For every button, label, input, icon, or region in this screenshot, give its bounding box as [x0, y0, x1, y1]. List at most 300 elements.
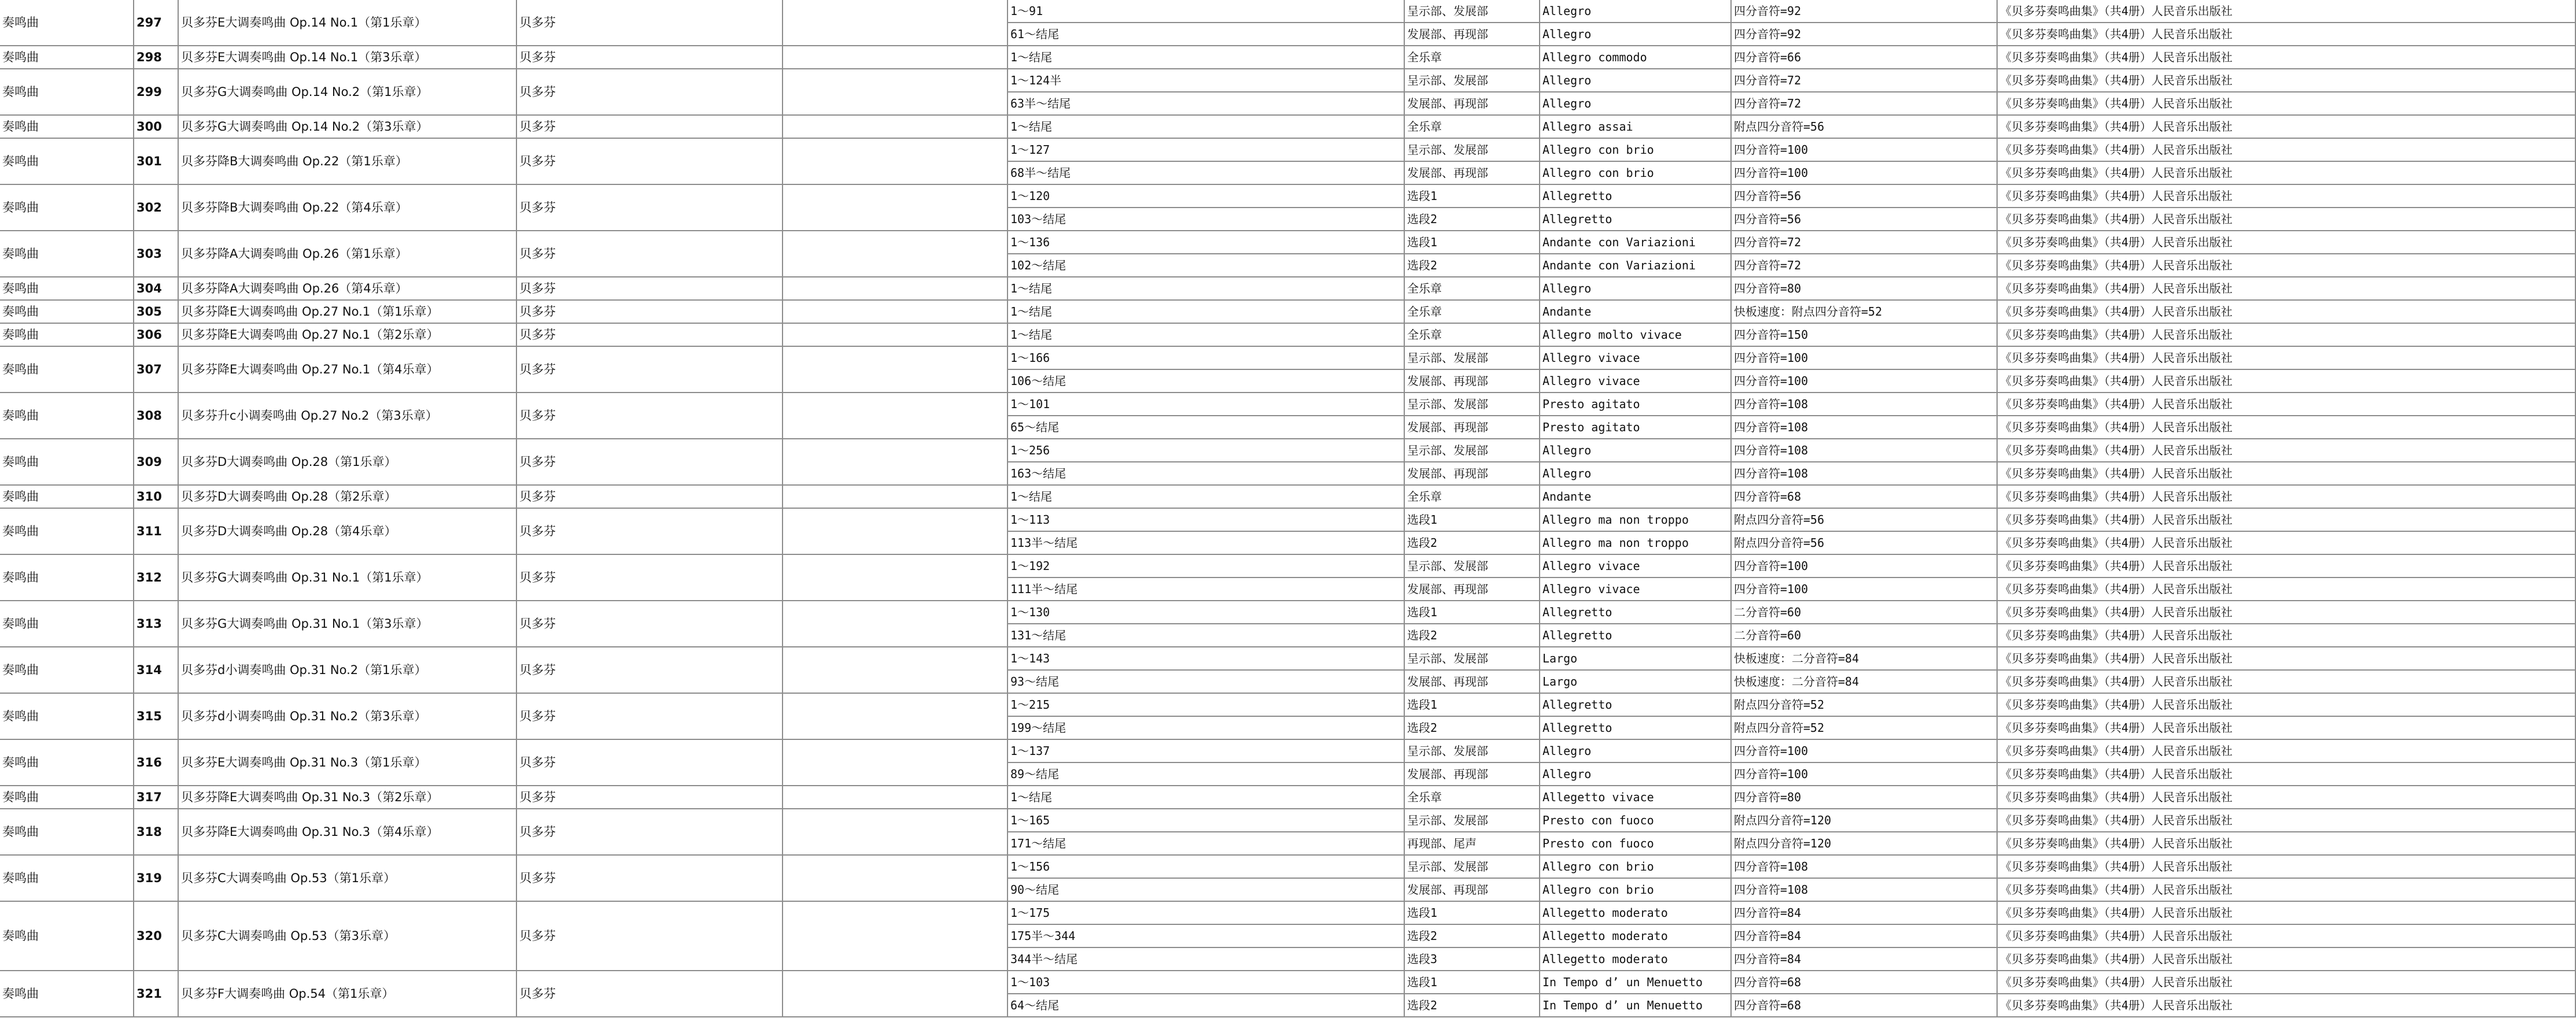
bar-range-cell[interactable]: 1～130 — [1008, 601, 1405, 624]
category-cell[interactable]: 奏鸣曲 — [0, 324, 134, 347]
section-cell[interactable]: 发展部、再现部 — [1405, 462, 1540, 486]
tempo-cell[interactable]: Allegro con brio — [1540, 139, 1732, 162]
piece-title-cell[interactable]: 贝多芬E大调奏鸣曲 Op.14 No.1（第1乐章） — [179, 0, 517, 46]
number-cell[interactable]: 316 — [134, 740, 179, 786]
blank-cell[interactable] — [783, 694, 1008, 740]
number-cell[interactable]: 317 — [134, 786, 179, 809]
section-cell[interactable]: 选段2 — [1405, 254, 1540, 277]
category-cell[interactable]: 奏鸣曲 — [0, 116, 134, 139]
source-cell[interactable]: 《贝多芬奏鸣曲集》（共4册）人民音乐出版社 — [1998, 902, 2576, 925]
composer-cell[interactable]: 贝多芬 — [517, 301, 783, 324]
number-cell[interactable]: 301 — [134, 139, 179, 185]
section-cell[interactable]: 呈示部、发展部 — [1405, 393, 1540, 416]
source-cell[interactable]: 《贝多芬奏鸣曲集》（共4册）人民音乐出版社 — [1998, 462, 2576, 486]
speed-cell[interactable]: 四分音符=80 — [1732, 786, 1998, 809]
speed-cell[interactable]: 四分音符=100 — [1732, 555, 1998, 578]
bar-range-cell[interactable]: 93～结尾 — [1008, 671, 1405, 694]
composer-cell[interactable]: 贝多芬 — [517, 786, 783, 809]
category-cell[interactable]: 奏鸣曲 — [0, 46, 134, 69]
source-cell[interactable]: 《贝多芬奏鸣曲集》（共4册）人民音乐出版社 — [1998, 208, 2576, 231]
composer-cell[interactable]: 贝多芬 — [517, 116, 783, 139]
blank-cell[interactable] — [783, 185, 1008, 231]
source-cell[interactable]: 《贝多芬奏鸣曲集》（共4册）人民音乐出版社 — [1998, 439, 2576, 462]
source-cell[interactable]: 《贝多芬奏鸣曲集》（共4册）人民音乐出版社 — [1998, 578, 2576, 601]
source-cell[interactable]: 《贝多芬奏鸣曲集》（共4册）人民音乐出版社 — [1998, 139, 2576, 162]
composer-cell[interactable]: 贝多芬 — [517, 324, 783, 347]
number-cell[interactable]: 302 — [134, 185, 179, 231]
source-cell[interactable]: 《贝多芬奏鸣曲集》（共4册）人民音乐出版社 — [1998, 324, 2576, 347]
piece-title-cell[interactable]: 贝多芬降E大调奏鸣曲 Op.31 No.3（第2乐章） — [179, 786, 517, 809]
source-cell[interactable]: 《贝多芬奏鸣曲集》（共4册）人民音乐出版社 — [1998, 763, 2576, 786]
number-cell[interactable]: 300 — [134, 116, 179, 139]
bar-range-cell[interactable]: 1～120 — [1008, 185, 1405, 208]
number-cell[interactable]: 309 — [134, 439, 179, 486]
speed-cell[interactable]: 四分音符=100 — [1732, 740, 1998, 763]
blank-cell[interactable] — [783, 809, 1008, 856]
blank-cell[interactable] — [783, 647, 1008, 694]
piece-title-cell[interactable]: 贝多芬降A大调奏鸣曲 Op.26（第4乐章） — [179, 277, 517, 301]
speed-cell[interactable]: 四分音符=92 — [1732, 23, 1998, 46]
category-cell[interactable]: 奏鸣曲 — [0, 555, 134, 601]
composer-cell[interactable]: 贝多芬 — [517, 486, 783, 509]
composer-cell[interactable]: 贝多芬 — [517, 509, 783, 555]
section-cell[interactable]: 选段2 — [1405, 925, 1540, 948]
source-cell[interactable]: 《贝多芬奏鸣曲集》（共4册）人民音乐出版社 — [1998, 416, 2576, 439]
speed-cell[interactable]: 附点四分音符=120 — [1732, 809, 1998, 832]
speed-cell[interactable]: 四分音符=80 — [1732, 277, 1998, 301]
tempo-cell[interactable]: Presto con fuoco — [1540, 809, 1732, 832]
number-cell[interactable]: 312 — [134, 555, 179, 601]
composer-cell[interactable]: 贝多芬 — [517, 809, 783, 856]
speed-cell[interactable]: 四分音符=100 — [1732, 139, 1998, 162]
bar-range-cell[interactable]: 1～124半 — [1008, 69, 1405, 92]
number-cell[interactable]: 307 — [134, 347, 179, 393]
bar-range-cell[interactable]: 1～103 — [1008, 971, 1405, 994]
tempo-cell[interactable]: Allegro ma non troppo — [1540, 532, 1732, 555]
number-cell[interactable]: 318 — [134, 809, 179, 856]
bar-range-cell[interactable]: 89～结尾 — [1008, 763, 1405, 786]
speed-cell[interactable]: 四分音符=100 — [1732, 763, 1998, 786]
source-cell[interactable]: 《贝多芬奏鸣曲集》（共4册）人民音乐出版社 — [1998, 994, 2576, 1017]
bar-range-cell[interactable]: 1～113 — [1008, 509, 1405, 532]
category-cell[interactable]: 奏鸣曲 — [0, 509, 134, 555]
speed-cell[interactable]: 四分音符=56 — [1732, 208, 1998, 231]
section-cell[interactable]: 选段3 — [1405, 948, 1540, 971]
section-cell[interactable]: 选段1 — [1405, 902, 1540, 925]
blank-cell[interactable] — [783, 0, 1008, 46]
bar-range-cell[interactable]: 199～结尾 — [1008, 717, 1405, 740]
piece-title-cell[interactable]: 贝多芬E大调奏鸣曲 Op.31 No.3（第1乐章） — [179, 740, 517, 786]
bar-range-cell[interactable]: 111半～结尾 — [1008, 578, 1405, 601]
section-cell[interactable]: 全乐章 — [1405, 116, 1540, 139]
category-cell[interactable]: 奏鸣曲 — [0, 971, 134, 1017]
section-cell[interactable]: 选段2 — [1405, 532, 1540, 555]
piece-title-cell[interactable]: 贝多芬G大调奏鸣曲 Op.14 No.2（第3乐章） — [179, 116, 517, 139]
piece-title-cell[interactable]: 贝多芬F大调奏鸣曲 Op.54（第1乐章） — [179, 971, 517, 1017]
speed-cell[interactable]: 四分音符=66 — [1732, 46, 1998, 69]
speed-cell[interactable]: 二分音符=60 — [1732, 624, 1998, 647]
category-cell[interactable]: 奏鸣曲 — [0, 439, 134, 486]
number-cell[interactable]: 315 — [134, 694, 179, 740]
source-cell[interactable]: 《贝多芬奏鸣曲集》（共4册）人民音乐出版社 — [1998, 694, 2576, 717]
bar-range-cell[interactable]: 64～结尾 — [1008, 994, 1405, 1017]
speed-cell[interactable]: 附点四分音符=52 — [1732, 717, 1998, 740]
tempo-cell[interactable]: Allegro vivace — [1540, 370, 1732, 393]
tempo-cell[interactable]: In Tempo d’ un Menuetto — [1540, 971, 1732, 994]
bar-range-cell[interactable]: 1～192 — [1008, 555, 1405, 578]
speed-cell[interactable]: 四分音符=100 — [1732, 370, 1998, 393]
speed-cell[interactable]: 四分音符=68 — [1732, 486, 1998, 509]
section-cell[interactable]: 呈示部、发展部 — [1405, 809, 1540, 832]
speed-cell[interactable]: 快板速度：二分音符=84 — [1732, 647, 1998, 671]
section-cell[interactable]: 呈示部、发展部 — [1405, 69, 1540, 92]
bar-range-cell[interactable]: 1～结尾 — [1008, 46, 1405, 69]
tempo-cell[interactable]: Allegetto moderato — [1540, 902, 1732, 925]
category-cell[interactable]: 奏鸣曲 — [0, 740, 134, 786]
speed-cell[interactable]: 四分音符=92 — [1732, 0, 1998, 23]
blank-cell[interactable] — [783, 393, 1008, 439]
bar-range-cell[interactable]: 1～结尾 — [1008, 786, 1405, 809]
bar-range-cell[interactable]: 68半～结尾 — [1008, 162, 1405, 185]
tempo-cell[interactable]: Allegro vivace — [1540, 578, 1732, 601]
section-cell[interactable]: 发展部、再现部 — [1405, 879, 1540, 902]
speed-cell[interactable]: 快板速度：附点四分音符=52 — [1732, 301, 1998, 324]
number-cell[interactable]: 319 — [134, 856, 179, 902]
blank-cell[interactable] — [783, 509, 1008, 555]
tempo-cell[interactable]: Allegro — [1540, 92, 1732, 116]
category-cell[interactable]: 奏鸣曲 — [0, 277, 134, 301]
bar-range-cell[interactable]: 131～结尾 — [1008, 624, 1405, 647]
piece-title-cell[interactable]: 贝多芬E大调奏鸣曲 Op.14 No.1（第3乐章） — [179, 46, 517, 69]
composer-cell[interactable]: 贝多芬 — [517, 740, 783, 786]
source-cell[interactable]: 《贝多芬奏鸣曲集》（共4册）人民音乐出版社 — [1998, 347, 2576, 370]
tempo-cell[interactable]: Allegetto vivace — [1540, 786, 1732, 809]
bar-range-cell[interactable]: 171～结尾 — [1008, 832, 1405, 856]
section-cell[interactable]: 发展部、再现部 — [1405, 578, 1540, 601]
tempo-cell[interactable]: Andante con Variazioni — [1540, 254, 1732, 277]
speed-cell[interactable]: 附点四分音符=56 — [1732, 116, 1998, 139]
bar-range-cell[interactable]: 1～215 — [1008, 694, 1405, 717]
category-cell[interactable]: 奏鸣曲 — [0, 139, 134, 185]
bar-range-cell[interactable]: 1～127 — [1008, 139, 1405, 162]
tempo-cell[interactable]: Largo — [1540, 671, 1732, 694]
speed-cell[interactable]: 四分音符=84 — [1732, 948, 1998, 971]
tempo-cell[interactable]: Allegro — [1540, 23, 1732, 46]
bar-range-cell[interactable]: 102～结尾 — [1008, 254, 1405, 277]
section-cell[interactable]: 选段1 — [1405, 509, 1540, 532]
source-cell[interactable]: 《贝多芬奏鸣曲集》（共4册）人民音乐出版社 — [1998, 624, 2576, 647]
bar-range-cell[interactable]: 1～175 — [1008, 902, 1405, 925]
number-cell[interactable]: 310 — [134, 486, 179, 509]
section-cell[interactable]: 再现部、尾声 — [1405, 832, 1540, 856]
bar-range-cell[interactable]: 344半～结尾 — [1008, 948, 1405, 971]
number-cell[interactable]: 305 — [134, 301, 179, 324]
tempo-cell[interactable]: Allegretto — [1540, 717, 1732, 740]
tempo-cell[interactable]: Allegro ma non troppo — [1540, 509, 1732, 532]
tempo-cell[interactable]: Presto con fuoco — [1540, 832, 1732, 856]
number-cell[interactable]: 297 — [134, 0, 179, 46]
speed-cell[interactable]: 四分音符=72 — [1732, 69, 1998, 92]
piece-title-cell[interactable]: 贝多芬降E大调奏鸣曲 Op.27 No.1（第2乐章） — [179, 324, 517, 347]
bar-range-cell[interactable]: 1～256 — [1008, 439, 1405, 462]
section-cell[interactable]: 选段1 — [1405, 185, 1540, 208]
speed-cell[interactable]: 四分音符=84 — [1732, 902, 1998, 925]
source-cell[interactable]: 《贝多芬奏鸣曲集》（共4册）人民音乐出版社 — [1998, 486, 2576, 509]
source-cell[interactable]: 《贝多芬奏鸣曲集》（共4册）人民音乐出版社 — [1998, 555, 2576, 578]
tempo-cell[interactable]: Presto agitato — [1540, 393, 1732, 416]
speed-cell[interactable]: 附点四分音符=56 — [1732, 509, 1998, 532]
source-cell[interactable]: 《贝多芬奏鸣曲集》（共4册）人民音乐出版社 — [1998, 971, 2576, 994]
bar-range-cell[interactable]: 1～156 — [1008, 856, 1405, 879]
source-cell[interactable]: 《贝多芬奏鸣曲集》（共4册）人民音乐出版社 — [1998, 948, 2576, 971]
source-cell[interactable]: 《贝多芬奏鸣曲集》（共4册）人民音乐出版社 — [1998, 647, 2576, 671]
section-cell[interactable]: 选段2 — [1405, 624, 1540, 647]
source-cell[interactable]: 《贝多芬奏鸣曲集》（共4册）人民音乐出版社 — [1998, 601, 2576, 624]
speed-cell[interactable]: 附点四分音符=120 — [1732, 832, 1998, 856]
section-cell[interactable]: 呈示部、发展部 — [1405, 555, 1540, 578]
bar-range-cell[interactable]: 1～136 — [1008, 231, 1405, 254]
section-cell[interactable]: 选段1 — [1405, 231, 1540, 254]
tempo-cell[interactable]: Presto agitato — [1540, 416, 1732, 439]
category-cell[interactable]: 奏鸣曲 — [0, 185, 134, 231]
tempo-cell[interactable]: Allegro con brio — [1540, 856, 1732, 879]
tempo-cell[interactable]: In Tempo d’ un Menuetto — [1540, 994, 1732, 1017]
section-cell[interactable]: 选段2 — [1405, 208, 1540, 231]
category-cell[interactable]: 奏鸣曲 — [0, 647, 134, 694]
tempo-cell[interactable]: Allegretto — [1540, 185, 1732, 208]
section-cell[interactable]: 发展部、再现部 — [1405, 92, 1540, 116]
tempo-cell[interactable]: Allegro vivace — [1540, 347, 1732, 370]
composer-cell[interactable]: 贝多芬 — [517, 856, 783, 902]
number-cell[interactable]: 303 — [134, 231, 179, 277]
speed-cell[interactable]: 四分音符=68 — [1732, 971, 1998, 994]
number-cell[interactable]: 311 — [134, 509, 179, 555]
number-cell[interactable]: 304 — [134, 277, 179, 301]
speed-cell[interactable]: 附点四分音符=52 — [1732, 694, 1998, 717]
section-cell[interactable]: 全乐章 — [1405, 486, 1540, 509]
speed-cell[interactable]: 四分音符=68 — [1732, 994, 1998, 1017]
bar-range-cell[interactable]: 90～结尾 — [1008, 879, 1405, 902]
source-cell[interactable]: 《贝多芬奏鸣曲集》（共4册）人民音乐出版社 — [1998, 231, 2576, 254]
section-cell[interactable]: 选段1 — [1405, 694, 1540, 717]
section-cell[interactable]: 发展部、再现部 — [1405, 763, 1540, 786]
speed-cell[interactable]: 快板速度：二分音符=84 — [1732, 671, 1998, 694]
piece-title-cell[interactable]: 贝多芬D大调奏鸣曲 Op.28（第4乐章） — [179, 509, 517, 555]
section-cell[interactable]: 发展部、再现部 — [1405, 416, 1540, 439]
bar-range-cell[interactable]: 1～101 — [1008, 393, 1405, 416]
piece-title-cell[interactable]: 贝多芬G大调奏鸣曲 Op.31 No.1（第1乐章） — [179, 555, 517, 601]
source-cell[interactable]: 《贝多芬奏鸣曲集》（共4册）人民音乐出版社 — [1998, 162, 2576, 185]
tempo-cell[interactable]: Largo — [1540, 647, 1732, 671]
composer-cell[interactable]: 贝多芬 — [517, 971, 783, 1017]
composer-cell[interactable]: 贝多芬 — [517, 647, 783, 694]
speed-cell[interactable]: 四分音符=108 — [1732, 393, 1998, 416]
blank-cell[interactable] — [783, 971, 1008, 1017]
speed-cell[interactable]: 四分音符=108 — [1732, 856, 1998, 879]
source-cell[interactable]: 《贝多芬奏鸣曲集》（共4册）人民音乐出版社 — [1998, 832, 2576, 856]
bar-range-cell[interactable]: 1～结尾 — [1008, 116, 1405, 139]
bar-range-cell[interactable]: 1～137 — [1008, 740, 1405, 763]
tempo-cell[interactable]: Allegetto moderato — [1540, 925, 1732, 948]
blank-cell[interactable] — [783, 139, 1008, 185]
category-cell[interactable]: 奏鸣曲 — [0, 393, 134, 439]
bar-range-cell[interactable]: 61～结尾 — [1008, 23, 1405, 46]
composer-cell[interactable]: 贝多芬 — [517, 139, 783, 185]
section-cell[interactable]: 呈示部、发展部 — [1405, 740, 1540, 763]
source-cell[interactable]: 《贝多芬奏鸣曲集》（共4册）人民音乐出版社 — [1998, 393, 2576, 416]
bar-range-cell[interactable]: 1～结尾 — [1008, 301, 1405, 324]
category-cell[interactable]: 奏鸣曲 — [0, 786, 134, 809]
category-cell[interactable]: 奏鸣曲 — [0, 0, 134, 46]
blank-cell[interactable] — [783, 277, 1008, 301]
blank-cell[interactable] — [783, 231, 1008, 277]
piece-title-cell[interactable]: 贝多芬降E大调奏鸣曲 Op.27 No.1（第1乐章） — [179, 301, 517, 324]
speed-cell[interactable]: 四分音符=72 — [1732, 231, 1998, 254]
piece-title-cell[interactable]: 贝多芬D大调奏鸣曲 Op.28（第1乐章） — [179, 439, 517, 486]
bar-range-cell[interactable]: 1～143 — [1008, 647, 1405, 671]
bar-range-cell[interactable]: 1～结尾 — [1008, 324, 1405, 347]
section-cell[interactable]: 全乐章 — [1405, 46, 1540, 69]
category-cell[interactable]: 奏鸣曲 — [0, 902, 134, 971]
source-cell[interactable]: 《贝多芬奏鸣曲集》（共4册）人民音乐出版社 — [1998, 23, 2576, 46]
speed-cell[interactable]: 四分音符=72 — [1732, 92, 1998, 116]
category-cell[interactable]: 奏鸣曲 — [0, 347, 134, 393]
source-cell[interactable]: 《贝多芬奏鸣曲集》（共4册）人民音乐出版社 — [1998, 740, 2576, 763]
source-cell[interactable]: 《贝多芬奏鸣曲集》（共4册）人民音乐出版社 — [1998, 879, 2576, 902]
section-cell[interactable]: 选段1 — [1405, 971, 1540, 994]
tempo-cell[interactable]: Andante con Variazioni — [1540, 231, 1732, 254]
speed-cell[interactable]: 四分音符=56 — [1732, 185, 1998, 208]
category-cell[interactable]: 奏鸣曲 — [0, 231, 134, 277]
section-cell[interactable]: 发展部、再现部 — [1405, 162, 1540, 185]
composer-cell[interactable]: 贝多芬 — [517, 902, 783, 971]
blank-cell[interactable] — [783, 116, 1008, 139]
tempo-cell[interactable]: Allegro — [1540, 462, 1732, 486]
bar-range-cell[interactable]: 1～结尾 — [1008, 277, 1405, 301]
source-cell[interactable]: 《贝多芬奏鸣曲集》（共4册）人民音乐出版社 — [1998, 370, 2576, 393]
section-cell[interactable]: 发展部、再现部 — [1405, 23, 1540, 46]
section-cell[interactable]: 全乐章 — [1405, 277, 1540, 301]
composer-cell[interactable]: 贝多芬 — [517, 277, 783, 301]
number-cell[interactable]: 321 — [134, 971, 179, 1017]
bar-range-cell[interactable]: 1～结尾 — [1008, 486, 1405, 509]
section-cell[interactable]: 全乐章 — [1405, 786, 1540, 809]
blank-cell[interactable] — [783, 740, 1008, 786]
category-cell[interactable]: 奏鸣曲 — [0, 301, 134, 324]
speed-cell[interactable]: 四分音符=72 — [1732, 254, 1998, 277]
piece-title-cell[interactable]: 贝多芬d小调奏鸣曲 Op.31 No.2（第3乐章） — [179, 694, 517, 740]
source-cell[interactable]: 《贝多芬奏鸣曲集》（共4册）人民音乐出版社 — [1998, 301, 2576, 324]
source-cell[interactable]: 《贝多芬奏鸣曲集》（共4册）人民音乐出版社 — [1998, 254, 2576, 277]
tempo-cell[interactable]: Allegro — [1540, 0, 1732, 23]
piece-title-cell[interactable]: 贝多芬D大调奏鸣曲 Op.28（第2乐章） — [179, 486, 517, 509]
composer-cell[interactable]: 贝多芬 — [517, 601, 783, 647]
speed-cell[interactable]: 四分音符=108 — [1732, 462, 1998, 486]
tempo-cell[interactable]: Allegro con brio — [1540, 879, 1732, 902]
source-cell[interactable]: 《贝多芬奏鸣曲集》（共4册）人民音乐出版社 — [1998, 856, 2576, 879]
number-cell[interactable]: 308 — [134, 393, 179, 439]
section-cell[interactable]: 呈示部、发展部 — [1405, 347, 1540, 370]
number-cell[interactable]: 299 — [134, 69, 179, 116]
piece-title-cell[interactable]: 贝多芬升c小调奏鸣曲 Op.27 No.2（第3乐章） — [179, 393, 517, 439]
composer-cell[interactable]: 贝多芬 — [517, 46, 783, 69]
speed-cell[interactable]: 四分音符=100 — [1732, 162, 1998, 185]
section-cell[interactable]: 选段2 — [1405, 994, 1540, 1017]
section-cell[interactable]: 选段1 — [1405, 601, 1540, 624]
piece-title-cell[interactable]: 贝多芬降B大调奏鸣曲 Op.22（第4乐章） — [179, 185, 517, 231]
source-cell[interactable]: 《贝多芬奏鸣曲集》（共4册）人民音乐出版社 — [1998, 92, 2576, 116]
source-cell[interactable]: 《贝多芬奏鸣曲集》（共4册）人民音乐出版社 — [1998, 69, 2576, 92]
composer-cell[interactable]: 贝多芬 — [517, 439, 783, 486]
tempo-cell[interactable]: Andante — [1540, 301, 1732, 324]
speed-cell[interactable]: 四分音符=108 — [1732, 416, 1998, 439]
bar-range-cell[interactable]: 65～结尾 — [1008, 416, 1405, 439]
category-cell[interactable]: 奏鸣曲 — [0, 809, 134, 856]
composer-cell[interactable]: 贝多芬 — [517, 347, 783, 393]
bar-range-cell[interactable]: 113半～结尾 — [1008, 532, 1405, 555]
blank-cell[interactable] — [783, 69, 1008, 116]
speed-cell[interactable]: 四分音符=150 — [1732, 324, 1998, 347]
piece-title-cell[interactable]: 贝多芬G大调奏鸣曲 Op.14 No.2（第1乐章） — [179, 69, 517, 116]
blank-cell[interactable] — [783, 301, 1008, 324]
piece-title-cell[interactable]: 贝多芬降E大调奏鸣曲 Op.27 No.1（第4乐章） — [179, 347, 517, 393]
tempo-cell[interactable]: Allegro — [1540, 740, 1732, 763]
bar-range-cell[interactable]: 163～结尾 — [1008, 462, 1405, 486]
category-cell[interactable]: 奏鸣曲 — [0, 694, 134, 740]
category-cell[interactable]: 奏鸣曲 — [0, 486, 134, 509]
source-cell[interactable]: 《贝多芬奏鸣曲集》（共4册）人民音乐出版社 — [1998, 185, 2576, 208]
number-cell[interactable]: 314 — [134, 647, 179, 694]
section-cell[interactable]: 全乐章 — [1405, 324, 1540, 347]
speed-cell[interactable]: 二分音符=60 — [1732, 601, 1998, 624]
section-cell[interactable]: 发展部、再现部 — [1405, 671, 1540, 694]
tempo-cell[interactable]: Allegretto — [1540, 601, 1732, 624]
source-cell[interactable]: 《贝多芬奏鸣曲集》（共4册）人民音乐出版社 — [1998, 509, 2576, 532]
source-cell[interactable]: 《贝多芬奏鸣曲集》（共4册）人民音乐出版社 — [1998, 277, 2576, 301]
speed-cell[interactable]: 四分音符=84 — [1732, 925, 1998, 948]
tempo-cell[interactable]: Allegretto — [1540, 208, 1732, 231]
tempo-cell[interactable]: Allegretto — [1540, 694, 1732, 717]
section-cell[interactable]: 全乐章 — [1405, 301, 1540, 324]
section-cell[interactable]: 呈示部、发展部 — [1405, 856, 1540, 879]
blank-cell[interactable] — [783, 347, 1008, 393]
tempo-cell[interactable]: Allegro assai — [1540, 116, 1732, 139]
tempo-cell[interactable]: Allegro — [1540, 69, 1732, 92]
number-cell[interactable]: 298 — [134, 46, 179, 69]
tempo-cell[interactable]: Andante — [1540, 486, 1732, 509]
bar-range-cell[interactable]: 1～91 — [1008, 0, 1405, 23]
speed-cell[interactable]: 附点四分音符=56 — [1732, 532, 1998, 555]
speed-cell[interactable]: 四分音符=100 — [1732, 347, 1998, 370]
source-cell[interactable]: 《贝多芬奏鸣曲集》（共4册）人民音乐出版社 — [1998, 671, 2576, 694]
composer-cell[interactable]: 贝多芬 — [517, 185, 783, 231]
source-cell[interactable]: 《贝多芬奏鸣曲集》（共4册）人民音乐出版社 — [1998, 116, 2576, 139]
source-cell[interactable]: 《贝多芬奏鸣曲集》（共4册）人民音乐出版社 — [1998, 532, 2576, 555]
blank-cell[interactable] — [783, 902, 1008, 971]
piece-title-cell[interactable]: 贝多芬降B大调奏鸣曲 Op.22（第1乐章） — [179, 139, 517, 185]
tempo-cell[interactable]: Allegro — [1540, 439, 1732, 462]
number-cell[interactable]: 320 — [134, 902, 179, 971]
section-cell[interactable]: 发展部、再现部 — [1405, 370, 1540, 393]
source-cell[interactable]: 《贝多芬奏鸣曲集》（共4册）人民音乐出版社 — [1998, 46, 2576, 69]
blank-cell[interactable] — [783, 46, 1008, 69]
bar-range-cell[interactable]: 63半～结尾 — [1008, 92, 1405, 116]
bar-range-cell[interactable]: 106～结尾 — [1008, 370, 1405, 393]
section-cell[interactable]: 呈示部、发展部 — [1405, 139, 1540, 162]
composer-cell[interactable]: 贝多芬 — [517, 69, 783, 116]
blank-cell[interactable] — [783, 324, 1008, 347]
speed-cell[interactable]: 四分音符=108 — [1732, 439, 1998, 462]
